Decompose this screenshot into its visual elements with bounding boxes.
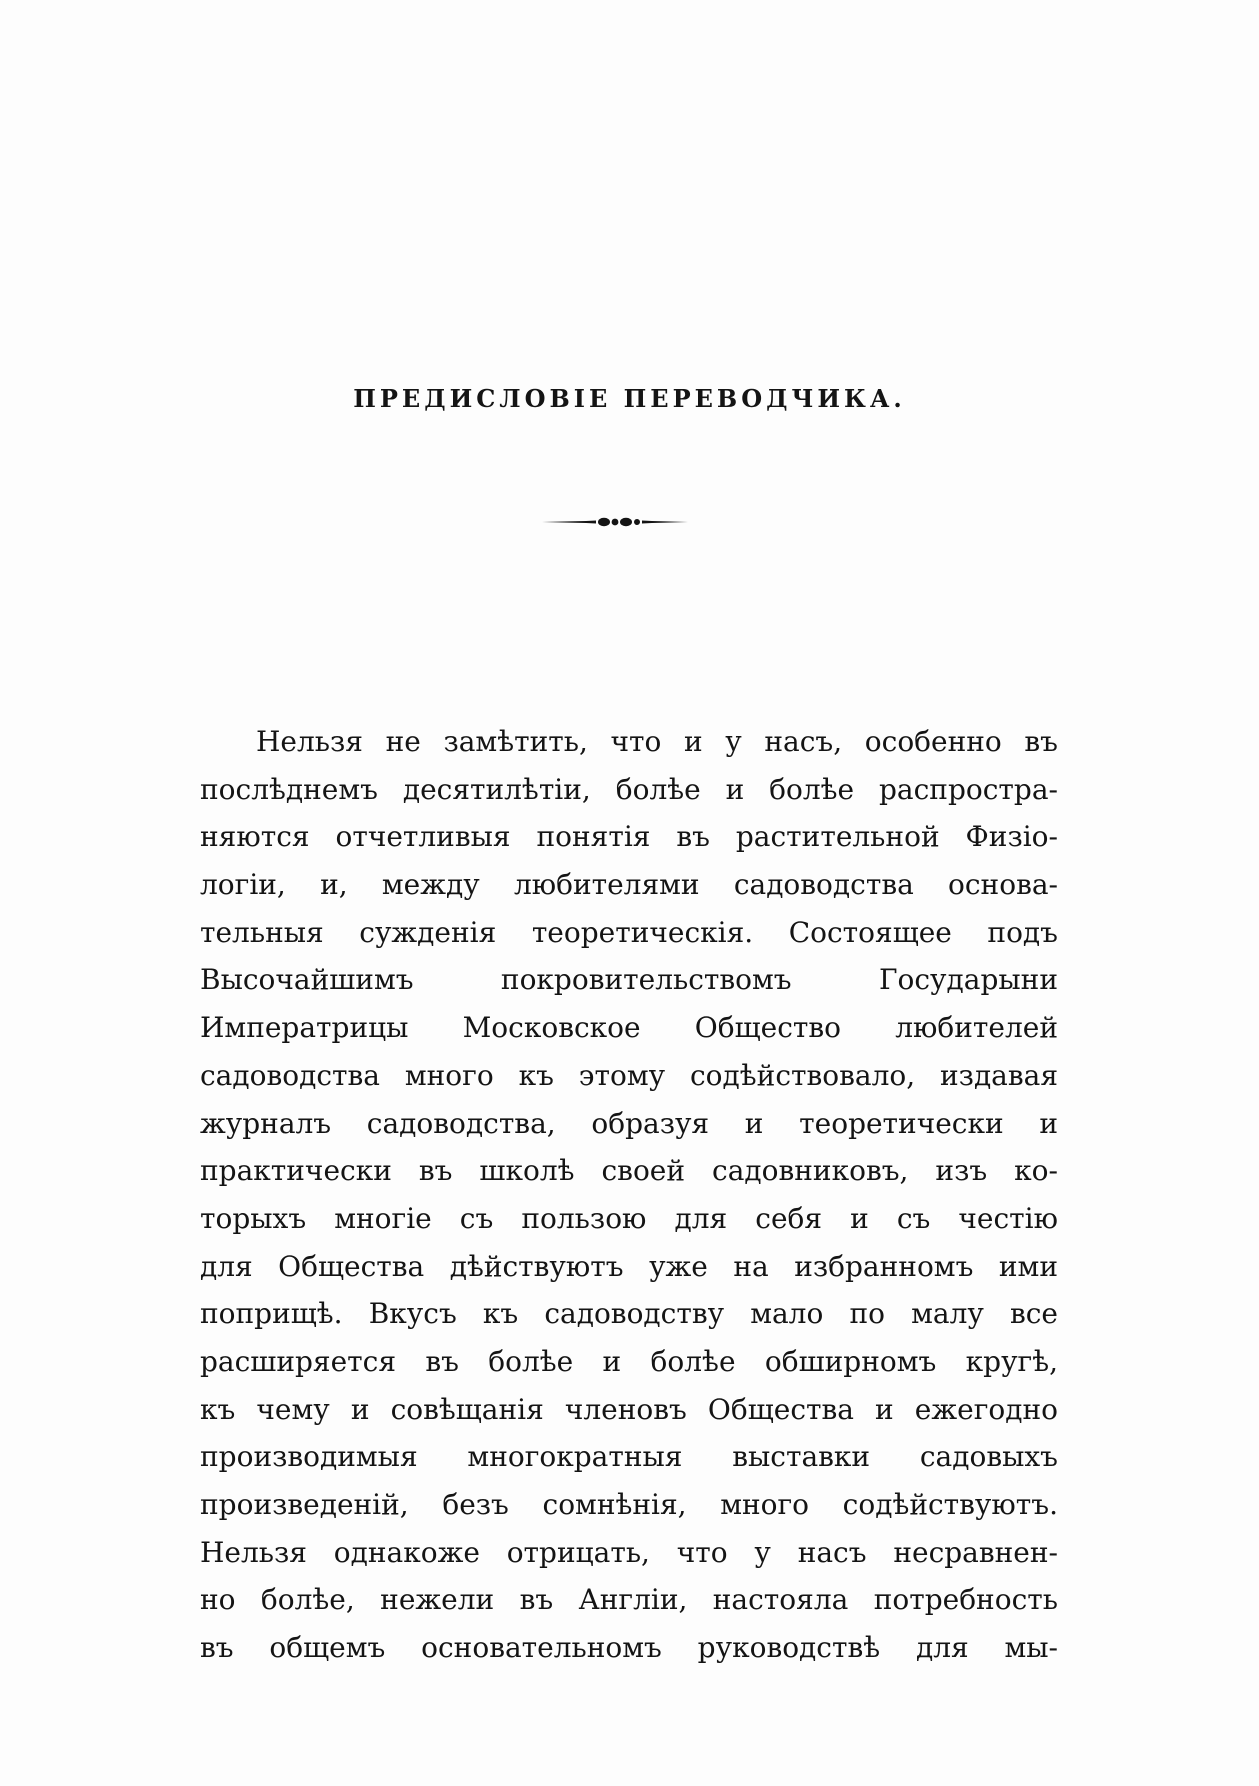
page-title: ПРЕДИСЛОВІЕ ПЕРЕВОДЧИКА. [353, 384, 906, 413]
text-line: практически въ школѣ своей садовниковъ, изъ ко- [200, 1154, 1058, 1188]
text-line: садоводства много къ этому содѣйствовало, издавая [200, 1058, 1058, 1092]
ornamental-divider-icon [540, 514, 690, 530]
text-line: журналъ садоводства, образуя и теоретически и [200, 1106, 1058, 1140]
preface-paragraph [200, 718, 1058, 1672]
text-line: къ чему и совѣщанія членовъ Общества и ежегодно [200, 1392, 1058, 1426]
text-line: послѣднемъ десятилѣтіи, болѣе и болѣе распростра- [200, 772, 1058, 806]
text-line: произведеній, безъ сомнѣнія, много содѣйствуютъ. [200, 1488, 1058, 1521]
text-line: Высочайшимъ покровительствомъ Государыни [200, 963, 1058, 997]
text-line: но болѣе, нежели въ Англіи, настояла потребность [200, 1583, 1058, 1617]
text-line: для Общества дѣйствуютъ уже на избранномъ ими [200, 1249, 1058, 1283]
text-line: торыхъ многіе съ пользою для себя и съ честію [200, 1201, 1058, 1235]
text-line: Императрицы Московское Общество любителей [200, 1011, 1058, 1045]
text-line: логіи, и, между любителями садоводства основа- [200, 868, 1058, 902]
text-line: Нельзя не замѣтить, что и у насъ, особенно въ [256, 725, 1058, 758]
text-line: производимыя многократныя выставки садовыхъ [200, 1440, 1058, 1474]
text-line: Нельзя однакоже отрицать, что у насъ несравнен- [200, 1535, 1058, 1569]
text-line: няются отчетливыя понятія въ растительной Физіо- [200, 820, 1058, 854]
text-line: тельныя сужденія теоретическія. Состоящее подъ [200, 915, 1058, 949]
text-line: поприщѣ. Вкусъ къ садоводству мало по малу все [200, 1297, 1058, 1331]
text-line: расширяется въ болѣе и болѣе обширномъ кругѣ, [200, 1344, 1058, 1378]
text-line: въ общемъ основательномъ руководствѣ для мы- [200, 1631, 1058, 1665]
